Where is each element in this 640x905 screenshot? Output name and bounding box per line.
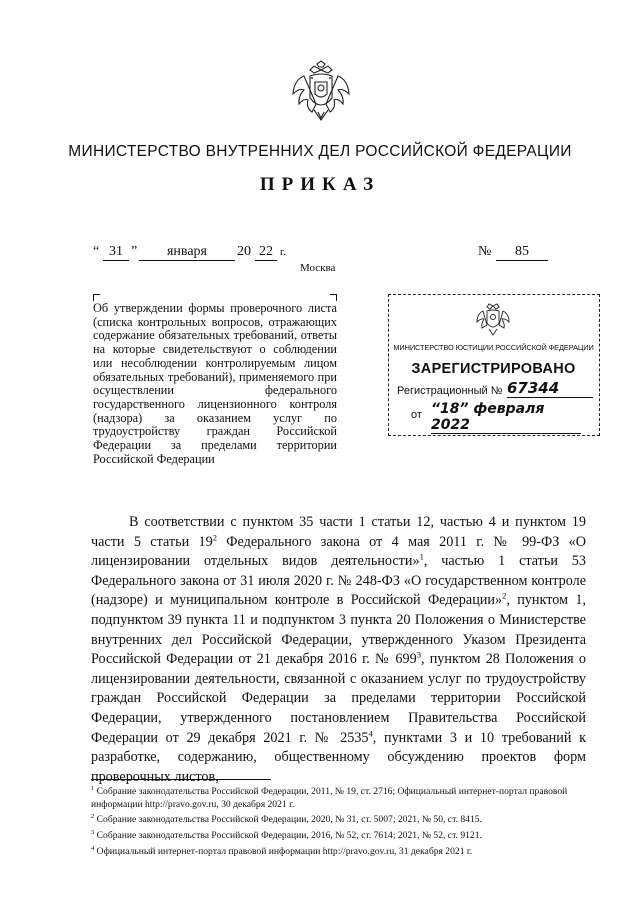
order-year-unit: г. <box>280 246 287 258</box>
preamble-text-2: Федерального закона от 4 мая 2011 г. № 99-ФЗ «О лицензировании отдельных видов деятельности» <box>91 533 586 570</box>
footnote-1 <box>91 783 586 811</box>
stamp-emblem-icon <box>475 301 511 337</box>
registration-stamp <box>388 294 600 436</box>
footnote-text: Собрание законодательства Российской Федерации, 2011, № 19, ст. 2716; Официальный интернет-портал правовой информации http://pravo.gov.ru, 30 декабря 2021 г. <box>91 786 568 810</box>
order-number-label: № <box>478 244 492 259</box>
footnote-mark: 1 <box>91 785 95 792</box>
preamble-text-3: , частью 1 статьи 53 Федерального закона от 31 июля 2020 г. № 248-ФЗ «О государственном контроле (надзоре) и муниципальном контроле в Российской Федерации» <box>91 553 586 609</box>
footnote-mark: 2 <box>91 813 95 821</box>
stamp-registered: ЗАРЕГИСТРИРОВАНО <box>411 361 576 377</box>
preamble-text-4: , пунктом 1, подпунктом 39 пункта 11 и подпунктом 3 пункта 20 Положения о Министерстве внутренних дел Российской Федерации, утвержденного Указом Президента Российской Федерации от 21 декабря 2016 г. № 699 <box>91 592 586 668</box>
footnote-text: Собрание законодательства Российской Федерации, 2016, № 52, ст. 7614; 2021, № 52, ст. 9121. <box>94 830 482 842</box>
order-title <box>93 302 337 466</box>
footnote-3 <box>91 827 586 843</box>
order-day: 31 <box>103 244 129 261</box>
quote-open: “ <box>93 244 100 259</box>
footnote-mark: 4 <box>91 844 95 852</box>
quote-close: ” <box>131 244 138 259</box>
preamble-paragraph <box>91 513 586 787</box>
order-year-prefix: 20 <box>237 244 251 259</box>
order-year-suffix: 22 <box>255 244 277 261</box>
article-superscript: 2 <box>212 531 217 542</box>
footnote-ref-1: 1 <box>419 551 424 562</box>
footnote-ref-2: 2 <box>502 590 507 601</box>
order-title-text: Об утверждении формы проверочного листа (списка контрольных вопросов, отражающих содержание обязательных требований, ответы на которые свидетельствуют о соблюдении или несоблюдении контролируемым лицом обязательных требований), применяемого при осуществлении федерального государственного лицензионного контроля (надзора) за оказанием услуг по трудоустройству граждан Российской Федерации за пределами территории Российской Федерации <box>93 301 337 466</box>
preamble-text-1: В соответствии с пунктом 35 части 1 статьи 12, частью 4 и пунктом 19 части 5 статьи 19 <box>91 514 586 550</box>
footnote-text: Официальный интернет-портал правовой информации http://pravo.gov.ru, 31 декабря 2021 г. <box>94 845 473 857</box>
order-month: января <box>139 244 235 261</box>
order-number: 85 <box>496 244 548 261</box>
title-bracket-left <box>93 294 100 301</box>
footnote-mark: 3 <box>91 828 95 836</box>
footnote-4 <box>91 843 586 859</box>
order-preamble <box>91 513 586 787</box>
preamble-text-6: , пунктами 3 и 10 требований к разработке, содержанию, общественному обсуждению проектов форм проверочных листов, <box>91 729 586 785</box>
stamp-date-label: от <box>411 409 422 421</box>
footnotes <box>91 783 586 858</box>
footnote-separator <box>91 779 271 780</box>
stamp-date: “18” февраля 2022 <box>431 401 581 434</box>
footnote-ref-3: 3 <box>416 649 421 660</box>
document-type-heading: ПРИКАЗ <box>259 174 381 195</box>
footnote-2 <box>91 811 586 827</box>
footnote-ref-4: 4 <box>368 727 373 738</box>
stamp-reg-number-label: Регистрационный № <box>397 385 503 397</box>
title-bracket-right <box>330 294 337 301</box>
city: Москва <box>300 262 336 274</box>
stamp-reg-number: 67344 <box>507 379 593 398</box>
ministry-name: МИНИСТЕРСТВО ВНУТРЕННИХ ДЕЛ РОССИЙСКОЙ ФЕДЕРАЦИИ <box>68 143 572 160</box>
preamble-text-5: , пунктом 28 Положения о лицензировании деятельности, связанной с оказанием услуг по трудоустройству граждан Российской Федерации за пределами территории Российской Федерации, утвержденного постановлением Правительства Российской Федерации от 29 декабря 2021 г. № 2535 <box>91 651 586 746</box>
coat-of-arms-emblem <box>290 60 352 124</box>
footnote-text: Собрание законодательства Российской Федерации, 2020, № 31, ст. 5007; 2021, № 50, ст. 8415. <box>94 814 482 826</box>
stamp-ministry-name: МИНИСТЕРСТВО ЮСТИЦИИ РОССИЙСКОЙ ФЕДЕРАЦИИ <box>393 343 594 352</box>
